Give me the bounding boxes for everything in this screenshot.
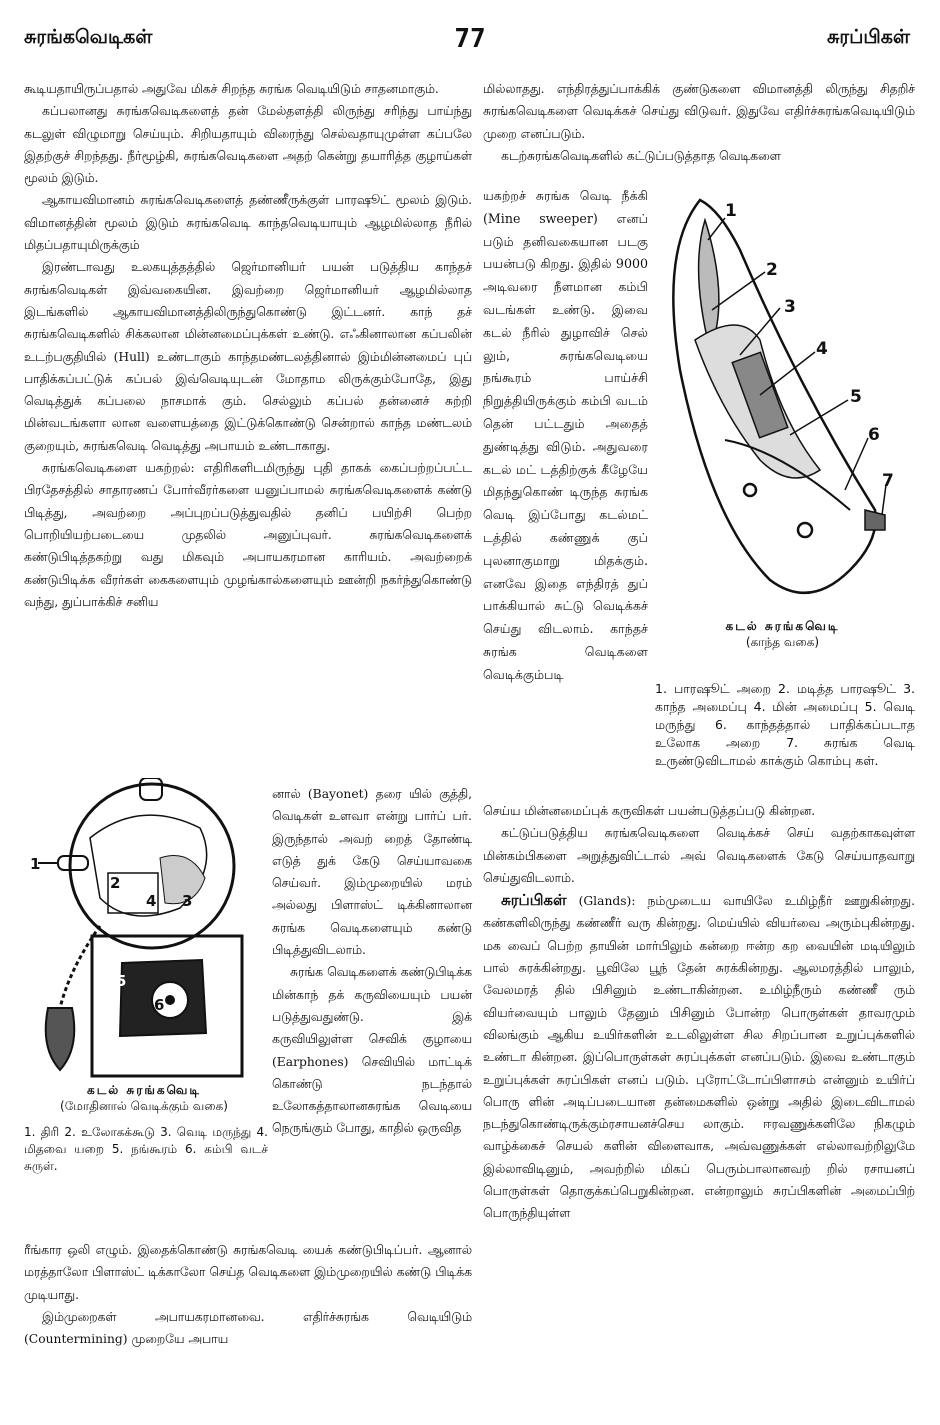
figure-title: கடல் சுரங்கவெடி	[725, 619, 840, 633]
running-header-right: சுரப்பிகள்	[827, 26, 910, 48]
paragraph: இம்முறைகள் அபாயகரமானவை. எதிர்ச்சுரங்க வெடியிடும் (Countermining) முறையே அபாய	[24, 1309, 472, 1347]
right-column-bottom	[483, 800, 915, 1225]
figure-label-6: 6	[154, 996, 165, 1014]
paragraph: யகற்றச் சுரங்க வெடி நீக்கி (Mine sweeper) எனப் படும் தனிவகையான படகு பயன்படு கிறது. இதில் 9000 அடிவரை நீளமான கம்பி வடங்கள் உண்டு. இவை கடல் நீரில் துழாவிச் செல் லும், சுரங்கவெடியை நங்கூரம் பாய்ச்சி நிறுத்தியிருக்கும் கம்பி வடம் தென் பட்டதும் அதைத் துண்டித்து விடும். அதுவரை கடல் மட் டத்திற்குக் கீழேயே மிதந்துகொண் டிருந்த சுரங்க வெடி இப்போது கடல்மட் டத்தில் கண்ணுக் குப் புலனாகுமாறு மிதக்கும். எனவே இதை எந்திரத் துப் பாக்கியால் சுட்டு வெடிக்கச் செய்து விடலாம். காந்தச் சுரங்க வெடிகளை வெடிக்கும்படி	[483, 188, 648, 682]
paragraph: கூடியதாயிருப்பதால் அதுவே மிகச் சிறந்த சுரங்க வெடியிடும் சாதனமாகும்.	[24, 82, 439, 96]
entry-heading-english: (Glands):	[578, 894, 636, 909]
paragraph: னால் (Bayonet) தரை யில் குத்தி, வெடிகள் உளவா என்று பார்ப் பர். இருந்தால் அவற் றைத் தோண்டி எடுத் துக் கேடு செய்யாவகை செய்வர். இம்முறையில் மரம் அல்லது பிளாஸ்ட் டிக்கினாலான சுரங்க வெடிகளையும் கண்டு பிடித்துவிடலாம்.	[272, 787, 472, 958]
glands-entry	[483, 889, 915, 1224]
figure-title: கடல் சுரங்கவெடி	[87, 1083, 201, 1097]
figure-label-5: 5	[850, 387, 862, 407]
magnetic-mine-illustration	[650, 190, 915, 608]
left-figure-caption	[24, 1083, 264, 1115]
figure-label-4: 4	[146, 892, 157, 910]
entry-heading: சுரப்பிகள்	[501, 891, 567, 910]
figure-subtitle: (மோதினால் வெடிக்கும் வகை)	[60, 1099, 228, 1113]
right-column-beside-figure	[483, 185, 648, 687]
left-column-beside-figure	[272, 783, 472, 1140]
paragraph: கப்பலானது சுரங்கவெடிகளைத் தன் மேல்தளத்தி லிருந்து சரிந்து பாய்ந்து கடலுள் விழுமாறு செய்யும். சிறியதாயும் விரைந்து செல்வதாயுமுள்ள கப்பலே இதற்குச் சிறந்தது. நீர்மூழ்கி, சுரங்கவெடிகளை அதற் கென்று தயாரித்த குழாய்கள் மூலம் இடும்.	[24, 104, 472, 186]
left-column-top	[24, 78, 472, 613]
figure-label-3: 3	[784, 297, 796, 317]
right-figure-caption	[650, 619, 915, 651]
left-figure-legend: 1. திரி 2. உலோகக்கூடு 3. வெடி மருந்து 4. மிதவை யறை 5. நங்கூரம் 6. கம்பி வடச் சுருள்.	[24, 1125, 268, 1173]
figure-label-2: 2	[110, 874, 121, 892]
figure-label-3: 3	[182, 892, 193, 910]
figure-label-2: 2	[766, 260, 778, 280]
figure-label-1: 1	[30, 855, 41, 873]
right-column-top	[483, 78, 915, 167]
entry-text: நம்முடைய வாயிலே உமிழ்நீர் ஊறுகின்றது. கண்களிலிருந்து கண்ணீர் வரு கின்றது. மெய்யில் வியர்வை அரும்புகின்றது. மக வைப் பெற்ற தாயின் மார்பிலும் கன்றை ஈன்ற கற வையின் மடியிலும் பால் சுரக்கின்றது. பூவிலே பூந் தேன் சுரக்கின்றது. ஆலமரத்தில் பாலும், வேலமரத் தில் பிசினும் உண்டாகின்றன. உமிழ்நீரும் கண்ணீ ரும் வியர்வையும் பாலும் தேனும் பிசினும் போன்ற பொருள்கள் தாவரமும் விலங்கும் ஆகிய உயிர்களின் உடலிலுள்ள சில சிறப்பான உறுப்புக்களில் உண்டா கின்றன. இப்பொருள்கள் சுரப்புக்கள் எனப்படும். இவை உண்டாகும் உறுப்புக்கள் சுரப்பிகள் எனப் படும். புரோட்டோப்பிளாசம் என்னும் உயிர்ப் பொரு ளின் அடிப்படையான தன்மைகளில் ஒன்று அதில் இடைவிடாமல் நடந்துகொண்டிருக்கும்ரசாயனச்செய லாகும். ஈரவணுக்களிலே நிகழும் வாழ்க்கைச் செயல் களின் விளைவாக, அவ்வணுக்கள் எல்லாவற்றிலுமே இல்லாவிடினும், அவற்றில் மிகப் பெரும்பாலானவற் றில் ரசாயனப் பொருள்கள் தொகுக்கப்பெறுகின்றன. என்றாலும் சுரப்பிகளின் அமைப்பிற் பொருந்தியுள்ள	[483, 894, 915, 1221]
figure-subtitle: (காந்த வகை)	[745, 635, 820, 649]
paragraph: ஆகாயவிமானம் சுரங்கவெடிகளைத் தண்ணீருக்குள் பாரஷூட் மூலம் இடும். விமானத்தின் மூலம் இடும் சுரங்கவெடி காந்தவெடியாயும் ஆழமில்லாத நீரில் மிதப்பதாயுமிருக்கும்	[24, 193, 472, 253]
figure-label-4: 4	[816, 339, 828, 359]
right-figure-legend: 1. பாரஷூட் அறை 2. மடித்த பாரஷூட் 3. காந்த அமைப்பு 4. மின் அமைப்பு 5. வெடி மருந்து 6. காந்தத்தால் பாதிக்கப்படாத உலோக அறை 7. சுரங்க வெடி உருண்டுவிடாமல் காக்கும் கொம்பு கள்.	[655, 681, 915, 768]
figure-label-6: 6	[868, 425, 880, 445]
paragraph: செய்ய மின்னமைப்புக் கருவிகள் பயன்படுத்தப்படு கின்றன.	[483, 804, 816, 818]
figure-label-5: 5	[116, 972, 127, 990]
paragraph: இரண்டாவது உலகயுத்தத்தில் ஜெர்மானியர் பயன் படுத்திய காந்தச் சுரங்கவெடிகள் இவ்வகையின. இவற்றை ஜெர்மானியர் ஆழமில்லாத இடங்களில் ஆகாயவிமானத்திலிருந்துகொண்டு இட்டனர். காந் தச் சுரங்கவெடிகளில் சிக்கலான மின்னமைப்புக்கள் உண்டு. எஃகினாலான கப்பலின் உடற்பகுதியில் (Hull) உண்டாகும் காந்தமண்டலத்தினால் இம்மின்னமைப் புப் பாதிக்கப்பட்டுக் கப்பல் இவ்வெடியுடன் மோதாம லிருக்கும்போதே, இது வெடித்துக் கப்பலை நாசமாக் கும். செல்லும் கப்பல் தன்னைச் சுற்றி மின்வடங்களா லான வளையத்தை இட்டுக்கொண்டு சென்றால் காந்த மண்டலம் குறையும், சுரங்கவெடி வெடித்து அபாயம் உண்டாகாது.	[24, 260, 472, 453]
page-number: 77	[454, 24, 486, 54]
running-header-left: சுரங்கவெடிகள்	[24, 26, 153, 48]
paragraph: சுரங்கவெடிகளை யகற்றல்: எதிரிகளிடமிருந்து புதி தாகக் கைப்பற்றப்பட்ட பிரதேசத்தில் சாதாரணப் போர்வீரர்களை யனுப்பாமல் சுரங்கவெடிகளைக் கண்டு பிடித்து, அவற்றை அப்புறப்படுத்துவதில் தனிப் பயிற்சி பெற்ற பொறியியற்படையை முதலில் அனுப்புவர். சுரங்கவெடிகளைக் கண்டுபிடித்தகற்று வது மிகவும் அபாயகரமான காரியம். அவற்றைக் கண்டுபிடிக்க வீரர்கள் கைகளையும் முழங்கால்களையும் ஊன்றி நகர்ந்துகொண்டு வந்து, துப்பாக்கிச் சனிய	[24, 461, 472, 609]
figure-label-7: 7	[882, 471, 894, 491]
contact-mine-illustration	[30, 778, 266, 1078]
paragraph: கடற்சுரங்கவெடிகளில் கட்டுப்படுத்தாத வெடிகளை	[501, 148, 781, 163]
left-column-bottom	[24, 1239, 472, 1350]
paragraph: மில்லாதது. எந்திரத்துப்பாக்கிக் குண்டுகளை விமானத்தி லிருந்து சிதறிச் சுரங்கவெடிகளை வெடிக்கச் செய்து விடுவர். இதுவே எதிர்ச்சுரங்கவெடியிடும் முறை எனப்படும்.	[483, 82, 915, 141]
paragraph: சுரங்க வெடிகளைக் கண்டுபிடிக்க மின்காந் தக் கருவியையும் பயன் படுத்துவதுண்டு. இக் கருவியிலுள்ள செவிக் குழாயை (Earphones) செவியில் மாட்டிக் கொண்டு நடந்தால் உலோகத்தாலானசுரங்க வெடியை நெருங்கும் போது, காதில் ஒருவித	[272, 965, 472, 1136]
figure-label-1: 1	[725, 201, 737, 221]
paragraph: கட்டுப்படுத்திய சுரங்கவெடிகளை வெடிக்கச் செய் வதற்காகவுள்ள மின்கம்பிகளை அறுத்துவிட்டால் அவ் வெடிகளைக் கேடு செய்யாதவாறு செய்துவிடலாம்.	[483, 826, 915, 885]
paragraph: ரீங்கார ஒலி எழும். இதைக்கொண்டு சுரங்கவெடி யைக் கண்டுபிடிப்பர். ஆனால் மரத்தாலோ பிளாஸ்ட் டிக்காலோ செய்த வெடிகளை இம்முறையில் கண்டு பிடிக்க முடியாது.	[24, 1243, 472, 1302]
